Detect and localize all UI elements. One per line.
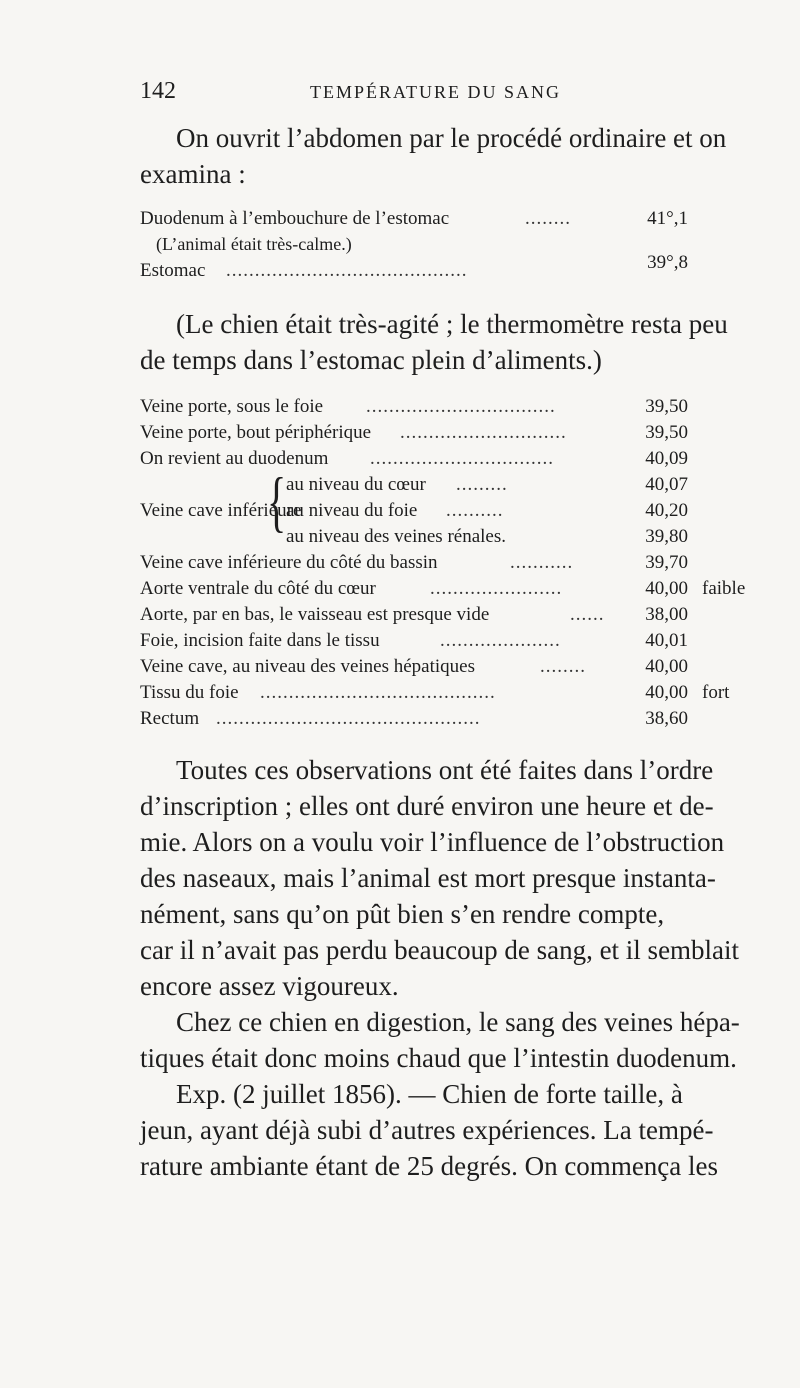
text-line: de temps dans l’estomac plein d’aliments.) bbox=[140, 345, 602, 375]
table2-row bbox=[140, 708, 780, 734]
row-label: Foie, incision faite dans le tissu bbox=[140, 630, 380, 651]
page-header bbox=[140, 78, 620, 108]
row-value: 39,50 bbox=[645, 396, 688, 417]
table2-row bbox=[140, 552, 780, 578]
row-label: au niveau du cœur bbox=[286, 474, 426, 495]
text-line: (Le chien était très-agité ; le thermomètre resta peu bbox=[176, 309, 728, 339]
leader-dots: ......... bbox=[456, 474, 508, 495]
row-label: Aorte ventrale du côté du cœur bbox=[140, 578, 376, 599]
table2-row bbox=[140, 578, 780, 604]
leader-dots: ...... bbox=[570, 604, 605, 625]
text-line: mie. Alors on a voulu voir l’influence de l’obstruction bbox=[140, 827, 725, 857]
text-line: tiques était donc moins chaud que l’intestin duodenum. bbox=[140, 1043, 737, 1073]
row-value: 39,50 bbox=[645, 422, 688, 443]
row-label: Veine porte, sous le foie bbox=[140, 396, 324, 417]
row-note: fort bbox=[702, 682, 730, 703]
text-line: des naseaux, mais l’animal est mort presque instanta- bbox=[140, 863, 716, 893]
leader-dots: ........ bbox=[540, 656, 586, 677]
text-line: Toutes ces observations ont été faites dans l’ordre bbox=[176, 755, 714, 785]
table2-row bbox=[140, 422, 780, 448]
table2-row bbox=[140, 448, 780, 474]
text-line: On ouvrit l’abdomen par le procédé ordinaire et on bbox=[176, 123, 727, 153]
leader-dots: ....................... bbox=[430, 578, 563, 599]
table1-row bbox=[140, 208, 780, 234]
group-row bbox=[286, 474, 766, 500]
table2-row bbox=[140, 682, 780, 708]
row-value: 40,00 bbox=[645, 656, 688, 677]
row-value: 40,09 bbox=[645, 448, 688, 469]
row-label: Veine porte, bout périphérique bbox=[140, 422, 372, 443]
group-row bbox=[286, 500, 766, 526]
text-line: rature ambiante étant de 25 degrés. On commença les bbox=[140, 1151, 719, 1181]
row-value: 40,07 bbox=[645, 474, 688, 495]
row-label: Veine cave inférieure du côté du bassin bbox=[140, 552, 438, 573]
row-value: 40,00 bbox=[645, 682, 688, 703]
leader-dots: ......................................... bbox=[260, 682, 496, 703]
row-label: On revient au duodenum bbox=[140, 448, 329, 469]
group-row bbox=[286, 526, 766, 552]
row-value: 39°,8 bbox=[647, 252, 688, 273]
row-label: au niveau des veines rénales. bbox=[286, 526, 506, 547]
row-value: 39,80 bbox=[645, 526, 688, 547]
leader-dots: ................................. bbox=[366, 396, 556, 417]
row-label: au niveau du foie bbox=[286, 500, 418, 521]
row-value: 41°,1 bbox=[647, 208, 688, 229]
row-label: Duodenum à l’embouchure de l’estomac bbox=[140, 208, 450, 229]
table2-row bbox=[140, 656, 780, 682]
row-value: 39,70 bbox=[645, 552, 688, 573]
row-label: (L’animal était très-calme.) bbox=[156, 234, 352, 254]
row-note: faible bbox=[702, 578, 746, 599]
table1-row bbox=[140, 252, 780, 286]
text-line: d’inscription ; elles ont duré environ une heure et de- bbox=[140, 791, 714, 821]
note-paragraph bbox=[140, 306, 760, 378]
page-number: 142 bbox=[140, 78, 176, 104]
table2-row bbox=[140, 396, 780, 422]
running-title: TEMPÉRATURE DU SANG bbox=[310, 82, 562, 102]
row-label: Tissu du foie bbox=[140, 682, 239, 703]
text-line: Chez ce chien en digestion, le sang des veines hépa- bbox=[176, 1007, 740, 1037]
text-line: nément, sans qu’on pût bien s’en rendre compte, bbox=[140, 899, 665, 929]
row-label: Estomac bbox=[140, 260, 206, 281]
text-line: car il n’avait pas perdu beaucoup de sang, et il semblait bbox=[140, 935, 740, 965]
table2-row bbox=[140, 604, 780, 630]
leader-dots: .......... bbox=[446, 500, 504, 521]
row-value: 40,01 bbox=[645, 630, 688, 651]
leader-dots: ................................ bbox=[370, 448, 554, 469]
leader-dots: ..................... bbox=[440, 630, 561, 651]
row-value: 38,60 bbox=[645, 708, 688, 729]
row-value: 40,20 bbox=[645, 500, 688, 521]
row-label: Veine cave, au niveau des veines hépatiques bbox=[140, 656, 476, 677]
leader-dots: .......................................... bbox=[226, 260, 468, 281]
leader-dots: ............................. bbox=[400, 422, 567, 443]
group-label: Veine cave inférieure bbox=[140, 500, 302, 521]
leader-dots: ........... bbox=[510, 552, 574, 573]
leader-dots: .............................................. bbox=[216, 708, 481, 729]
text-line: examina : bbox=[140, 159, 246, 189]
brace-icon: { bbox=[267, 462, 287, 540]
intro-paragraph bbox=[140, 120, 760, 192]
row-value: 40,00 bbox=[645, 578, 688, 599]
text-line: encore assez vigoureux. bbox=[140, 971, 399, 1001]
body-paragraph bbox=[140, 752, 760, 1184]
text-line: jeun, ayant déjà subi d’autres expériences. La tempé- bbox=[140, 1115, 714, 1145]
row-label: Rectum bbox=[140, 708, 200, 729]
row-label: Aorte, par en bas, le vaisseau est presque vide bbox=[140, 604, 490, 625]
row-value: 38,00 bbox=[645, 604, 688, 625]
text-line: Exp. (2 juillet 1856). — Chien de forte taille, à bbox=[176, 1079, 683, 1109]
table2-row bbox=[140, 630, 780, 656]
leader-dots: ........ bbox=[525, 208, 571, 229]
